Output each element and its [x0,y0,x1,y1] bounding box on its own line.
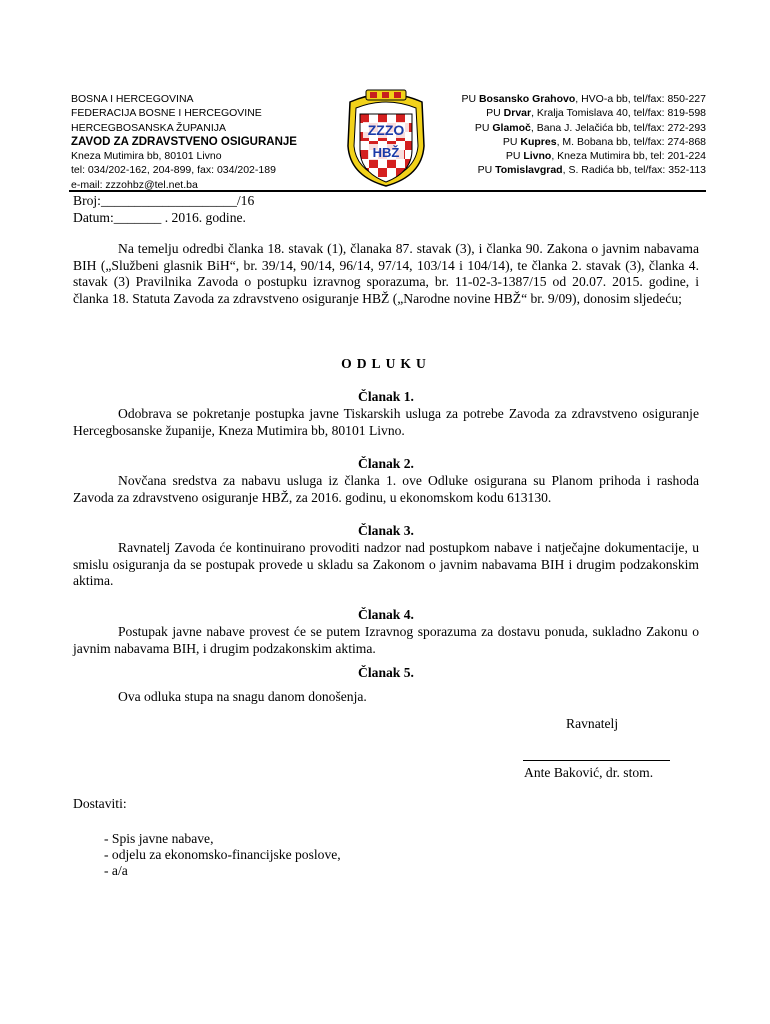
recipient-item: - odjelu za ekonomsko-financijske poslove, [104,847,341,862]
signature-title: Ravnatelj [566,716,619,731]
branch-office-2 [461,106,706,120]
article-4-text: Postupak javne nabave provest će se putem Izravnog sporazuma za dostavu ponuda, sukladno Zakonu o javnim nabavama BIH, i drugim podzakonskim aktima. [73,624,699,656]
header-institution-name: ZAVOD ZA ZDRAVSTVENO OSIGURANJE [71,135,297,148]
article-2-heading: Članak 2. [358,456,414,471]
branch-office-3 [461,121,706,135]
branch-details: , HVO-a bb, tel/fax: 850-227 [575,93,706,105]
branch-name: Kupres [520,135,557,148]
logo-text-bottom: HBŽ [372,145,400,160]
branch-prefix: PU [486,107,504,120]
branch-office-1 [461,92,706,106]
branch-name: Livno [523,150,552,163]
article-1-heading: Članak 1. [358,389,414,404]
article-2-text: Novčana sredstva za nabavu usluga iz članka 1. ove Odluke osigurana su Planom prihoda i rashoda Zavoda za zdravstveno osiguranje HBŽ, za 2016. godinu, u ekonomskom kodu 613130. [73,473,699,505]
header-country: BOSNA I HERCEGOVINA [71,93,194,105]
branch-details: , S. Radića bb, tel/fax: 352-113 [562,164,706,177]
header-address: Kneza Mutimira bb, 80101 Livno [71,150,222,163]
branch-prefix: PU [474,121,493,134]
branch-office-6 [461,163,706,177]
branch-details: , Kneza Mutimira bb, tel: 201-224 [551,150,706,163]
branch-details: , M. Bobana bb, tel/fax: 274-868 [556,135,706,148]
branch-office-4 [461,135,706,149]
article-4-heading: Članak 4. [358,607,414,622]
document-number: Broj:____________________/16 [73,193,255,208]
signature-line [523,760,670,761]
document-date: Datum:_______ . 2016. godine. [73,210,246,225]
header-divider [69,190,706,192]
signature-name: Ante Baković, dr. stom. [524,765,654,780]
article-1-text: Odobrava se pokretanje postupka javne Tiskarskih usluga za potrebe Zavoda za zdravstveno osiguranje Hercegbosanske županije, Kneza Mutimira bb, 80101 Livno. [73,406,699,438]
recipient-item: - a/a [104,863,128,878]
branch-name: Glamoč [492,121,531,134]
institution-header [71,92,341,192]
branch-prefix: PU [461,93,479,105]
legal-basis-paragraph: Na temelju odredbi članka 18. stavak (1), članaka 87. stavak (3), i članka 90. Zakona o javnim nabavama BIH („Službeni glasnik BiH“, br. 39/14, 90/14, 96/14, 97/14, 103/14 i 104/14), te članka 2. stavak (3), članka 4. stavak (3) Pravilnika Zavoda o postupku izravnog sporazuma, br. 11-02-3-1387/15 od 20.07. 2015. godine, i članka 18. Statuta Zavoda za zdravstveno osiguranje HBŽ („Narodne novine HBŽ“ br. 9/09), donosim sljedeću; [73,241,699,306]
decision-title: ODLUKU [341,356,431,371]
branch-details: , Kralja Tomislava 40, tel/fax: 819-598 [531,107,706,120]
header-email: e-mail: zzzohbz@tel.net.ba [71,178,198,191]
branch-details: , Bana J. Jelačića bb, tel/fax: 272-293 [530,121,706,134]
header-phone: tel: 034/202-162, 204-899, fax: 034/202-189 [71,164,276,177]
zzzo-hbz-logo [330,84,442,188]
article-5-heading: Članak 5. [358,665,414,680]
branch-name: Tomislavgrad [495,164,563,177]
article-3-text: Ravnatelj Zavoda će kontinuirano provoditi nadzor nad postupkom nabave i natječajne dokumentacije, u smislu osiguranja da se postupak provede u skladu sa Zakonom o javnim nabavama BIH i drugim podzakonskim aktima. [73,540,699,588]
header-federation: FEDERACIJA BOSNE I HERCEGOVINE [71,107,262,120]
recipient-list [104,831,341,879]
branch-prefix: PU [502,135,521,148]
branch-prefix: PU [505,150,524,163]
branch-prefix: PU [477,164,496,177]
branch-office-5 [461,149,706,163]
branch-name: Drvar [503,107,532,120]
distribution-label: Dostaviti: [73,796,127,811]
article-3-heading: Članak 3. [358,523,414,538]
branch-name: Bosansko Grahovo [478,93,576,105]
logo-text-top: ZZZO [367,122,405,138]
article-5-text: Ova odluka stupa na snagu danom donošenja. [118,689,367,704]
branch-offices-list [461,92,706,178]
recipient-item: - Spis javne nabave, [104,831,214,846]
header-canton: HERCEGBOSANSKA ŽUPANIJA [71,121,227,134]
